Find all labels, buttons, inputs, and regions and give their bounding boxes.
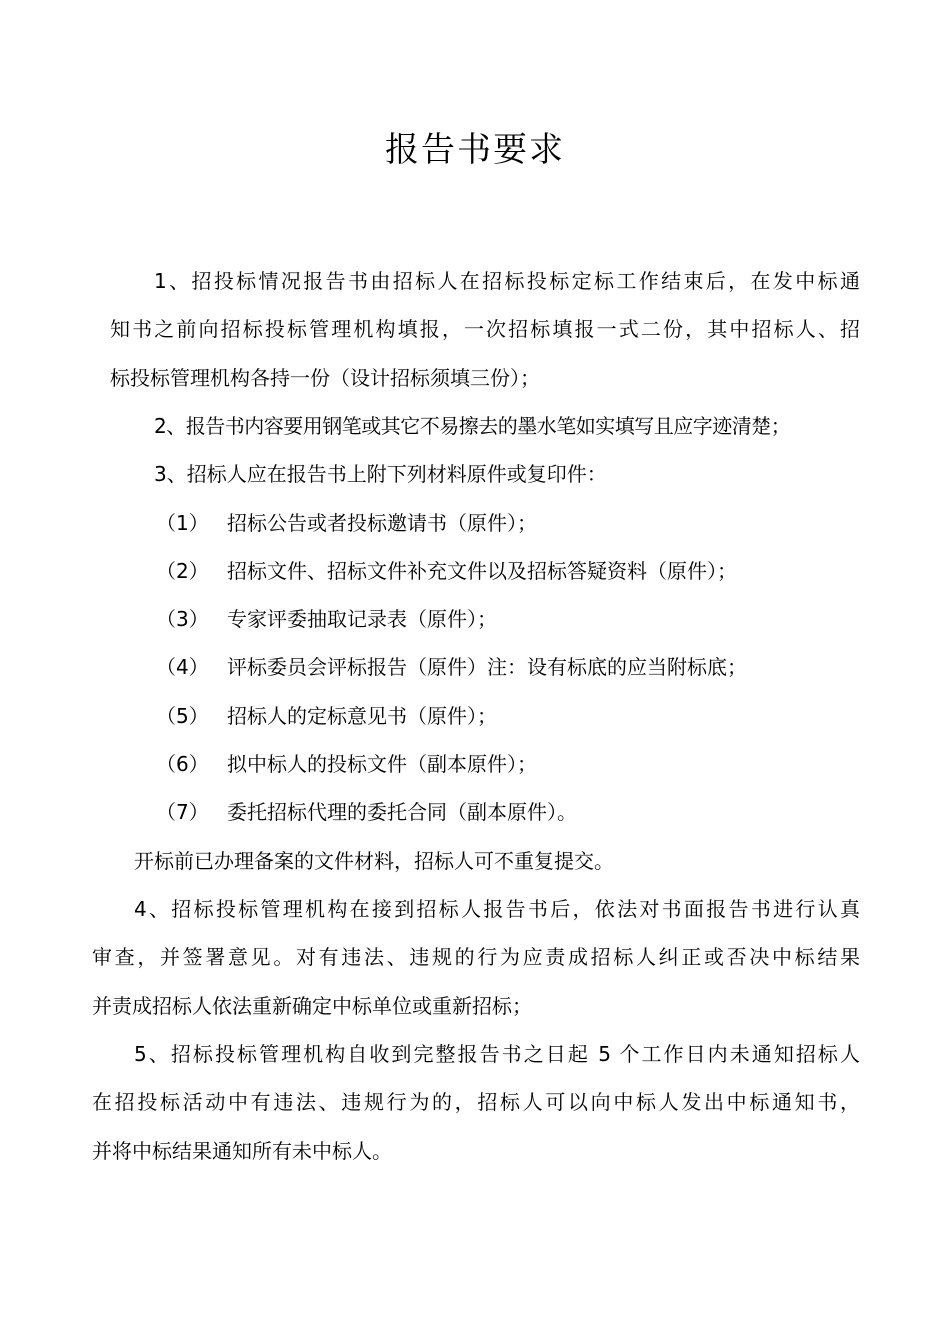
para1-line2: 知书之前向招标投标管理机构填报，一次招标填报一式二份，其中招标人、招 [110,317,860,341]
attachment-number: （7） [156,800,209,824]
para1-line3: 标投标管理机构各持一份（设计招标须填三份）； [110,366,540,390]
para4-line3: 并责成招标人依法重新确定中标单位或重新招标； [92,994,532,1018]
attachment-number: （2） [156,559,209,583]
para4-line1: 4、招标投标管理机构在接到招标人报告书后，依法对书面报告书进行认真 [134,897,860,921]
attachment-number: （3） [156,607,209,631]
attachment-text: 拟中标人的投标文件（副本原件）； [227,752,537,776]
para2-line: 2、报告书内容要用钢笔或其它不易擦去的墨水笔如实填写且应字迹清楚； [154,414,791,438]
attachment-number: （1） [156,511,209,535]
attachment-text: 专家评委抽取记录表（原件）； [227,607,497,631]
para4-line2: 审查，并签署意见。对有违法、违规的行为应责成招标人纠正或否决中标结果 [92,945,860,969]
attachment-number: （6） [156,752,209,776]
attachment-number: （4） [156,655,209,679]
para5-line1: 5、招标投标管理机构自收到完整报告书之日起 5 个工作日内未通知招标人 [134,1042,860,1066]
note-line: 开标前已办理备案的文件材料，招标人可不重复提交。 [134,849,614,873]
attachment-text: 招标文件、招标文件补充文件以及招标答疑资料（原件）； [227,559,737,583]
document-title: 报告书要求 [385,130,565,170]
para1-line1: 1、招投标情况报告书由招标人在招标投标定标工作结束后，在发中标通 [154,269,860,293]
para5-line3: 并将中标结果通知所有未中标人。 [92,1139,392,1163]
para5-line2: 在招投标活动中有违法、违规行为的，招标人可以向中标人发出中标通知书， [92,1090,860,1114]
attachment-text: 评标委员会评标报告（原件）注：设有标底的应当附标底； [227,655,747,679]
attachment-text: 招标人的定标意见书（原件）； [227,704,497,728]
para3-line: 3、招标人应在报告书上附下列材料原件或复印件： [154,462,607,486]
attachment-number: （5） [156,704,209,728]
attachment-text: 委托招标代理的委托合同（副本原件）。 [227,800,577,824]
attachment-text: 招标公告或者投标邀请书（原件）； [227,511,537,535]
